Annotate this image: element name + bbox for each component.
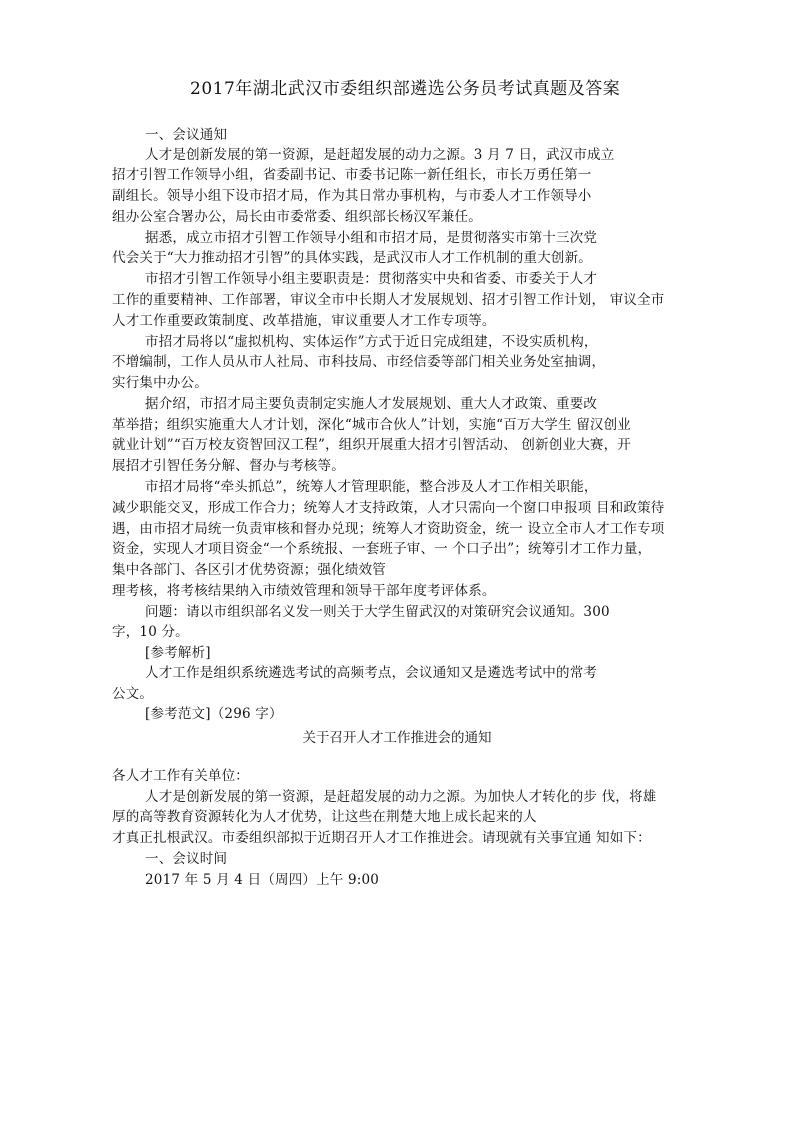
notice-recipient: 各人才工作有关单位：	[112, 768, 249, 784]
notice-line: 厚的高等教育资源转化为人才优势，让这些在荆楚大地上成长起来的人	[112, 809, 537, 825]
notice-line: 才真正扎根武汉。市委组织部拟于近期召开人才工作推进会。请现就有关事宜通 知如下：	[112, 830, 651, 846]
paragraph-line: 人才是创新发展的第一资源，是赶超发展的动力之源。3 月 7 日，武汉市成立	[145, 147, 615, 163]
notice-title: 关于召开人才工作推进会的通知	[302, 730, 492, 746]
paragraph-line: 就业计划”“百万校友资智回汉工程”，组织开展重大招才引智活动、 创新创业大赛，开	[112, 437, 631, 453]
paragraph-line: 市招才局将“牵头抓总”，统筹人才管理职能，整合涉及人才工作相关职能，	[145, 479, 598, 495]
paragraph-line: 工作的重要精神、工作部署，审议全市中长期人才发展规划、招才引智工作计划， 审议全市	[112, 292, 665, 308]
paragraph-line: 招才引智工作领导小组，省委副书记、市委书记陈一新任组长，市长万勇任第一	[112, 167, 592, 183]
section-heading: 一、会议通知	[145, 127, 228, 143]
paragraph-line: 不增编制，工作人员从市人社局、市科技局、市经信委等部门相关业务处室抽调，	[112, 354, 606, 370]
paragraph-line: 减少职能交叉，形成工作合力；统筹人才支持政策，人才只需向一个窗口申报项 目和政策待	[112, 500, 665, 516]
paragraph-line: 代会关于“大力推动招才引智”的具体实践，是武汉市人才工作机制的重大创新。	[112, 250, 593, 266]
paragraph-line: 副组长。领导小组下设市招才局，作为其日常办事机构，与市委人才工作领导小	[112, 188, 592, 204]
analysis-line: 公文。	[112, 686, 154, 702]
document-title: 2017年湖北武汉市委组织部遴选公务员考试真题及答案	[190, 79, 621, 99]
analysis-line: 人才工作是组织系统遴选考试的高频考点，会议通知又是遴选考试中的常考	[145, 665, 598, 681]
paragraph-line: 市招才局将以“虚拟机构、实体运作”方式于近日完成组建，不设实质机构，	[145, 334, 598, 350]
paragraph-line: 理考核，将考核结果纳入市绩效管理和领导干部年度考评体系。	[112, 583, 496, 599]
analysis-label: [参考解析]	[145, 645, 211, 661]
meeting-time-heading: 一、会议时间	[145, 851, 228, 867]
paragraph-line: 实行集中办公。	[112, 375, 208, 391]
paragraph-line: 资金，实现人才项目资金“一个系统报、一套班子审、一 个口子出”；统筹引才工作力量，	[112, 541, 652, 557]
paragraph-line: 遇，由市招才局统一负责审核和督办兑现；统筹人才资助资金，统一 设立全市人才工作专项	[112, 521, 665, 537]
sample-label: [参考范文]（296 字）	[145, 706, 283, 722]
paragraph-line: 组办公室合署办公，局长由市委常委、组织部长杨汉军兼任。	[112, 209, 482, 225]
paragraph-line: 展招才引智任务分解、督办与考核等。	[112, 458, 345, 474]
paragraph-line: 革举措；组织实施重大人才计划，深化“城市合伙人”计划，实施“百万大学生 留汉创业	[112, 417, 631, 433]
paragraph-line: 集中各部门、各区引才优势资源；强化绩效管	[112, 562, 386, 578]
paragraph-line: 市招才引智工作领导小组主要职责是：贯彻落实中央和省委、市委关于人才	[145, 271, 598, 287]
paragraph-line: 人才工作重要政策制度、改革措施，审议重要人才工作专项等。	[112, 313, 496, 329]
notice-line: 人才是创新发展的第一资源，是赶超发展的动力之源。为加快人才转化的步 伐，将雄	[145, 789, 657, 805]
paragraph-line: 据介绍，市招才局主要负责制定实施人才发展规划、重大人才政策、重要改	[145, 396, 598, 412]
paragraph-line: 据悉，成立市招才引智工作领导小组和市招才局，是贯彻落实市第十三次党	[145, 230, 598, 246]
question-line: 问题：请以市组织部名义发一则关于大学生留武汉的对策研究会议通知。300	[145, 604, 610, 620]
question-line: 字，10 分。	[112, 624, 189, 640]
meeting-time: 2017 年 5 月 4 日（周四）上午 9:00	[145, 872, 380, 888]
